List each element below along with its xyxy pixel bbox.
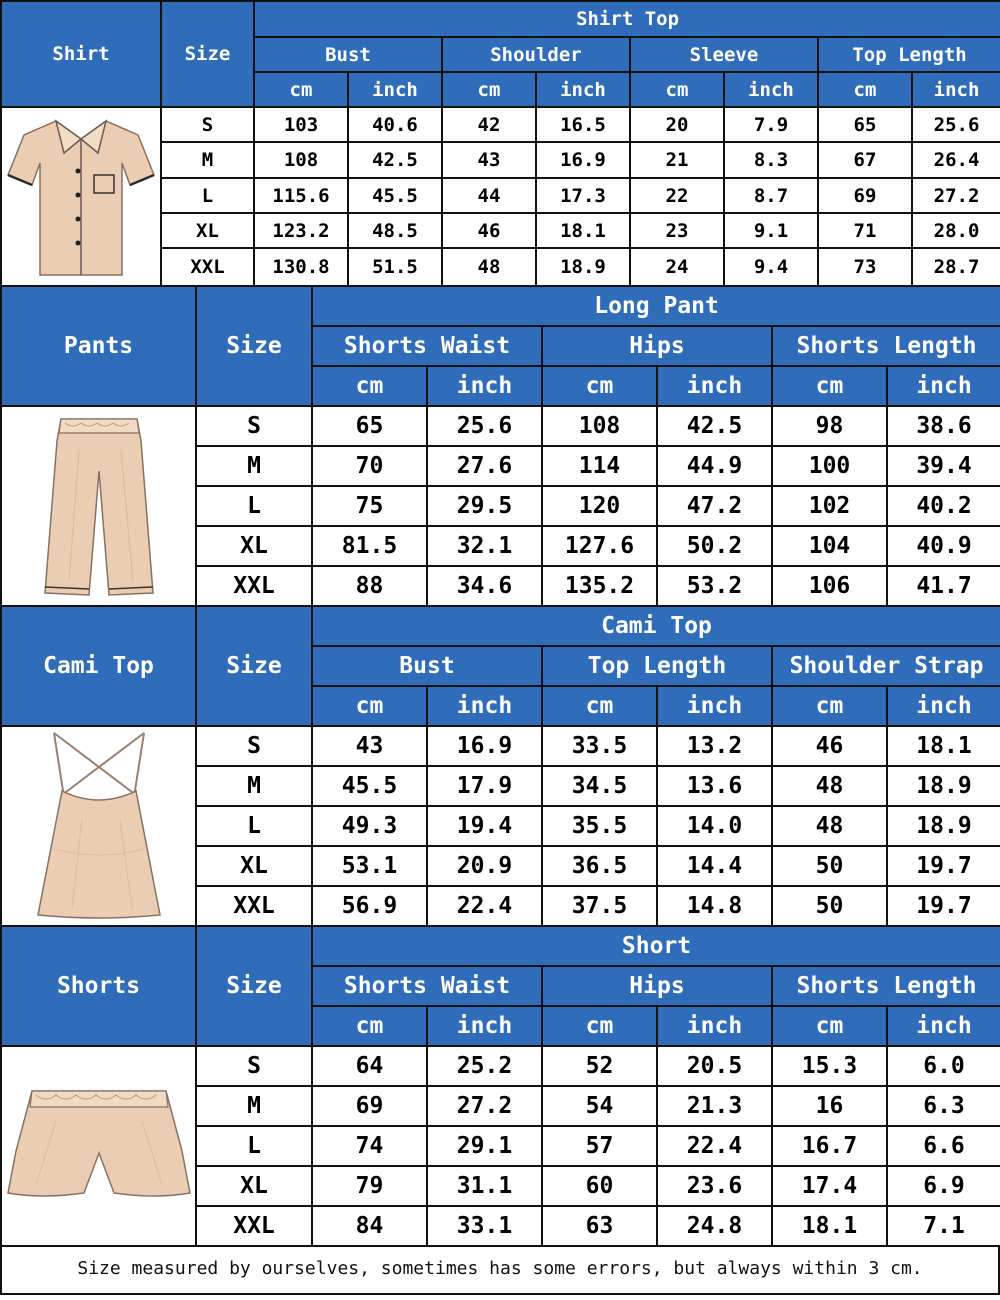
unit-header: inch (657, 366, 772, 406)
value-cell: 46 (772, 726, 887, 766)
value-cell: 64 (312, 1046, 427, 1086)
size-cell: XL (196, 1166, 312, 1206)
value-cell: 17.4 (772, 1166, 887, 1206)
value-cell: 17.3 (536, 178, 630, 213)
value-cell: 29.1 (427, 1126, 542, 1166)
size-cell: XL (196, 526, 312, 566)
value-cell: 98 (772, 406, 887, 446)
value-cell: 13.6 (657, 766, 772, 806)
size-cell: XL (161, 213, 254, 248)
unit-header: cm (312, 1006, 427, 1046)
size-cell: M (196, 446, 312, 486)
value-cell: 21.3 (657, 1086, 772, 1126)
unit-header: cm (312, 686, 427, 726)
value-cell: 26.4 (912, 142, 1000, 178)
value-cell: 29.5 (427, 486, 542, 526)
shirt-illustration-icon (6, 113, 156, 281)
value-cell: 81.5 (312, 526, 427, 566)
shorts-measure-header: Hips (542, 966, 772, 1006)
cami-size-table (0, 605, 1000, 927)
value-cell: 18.1 (772, 1206, 887, 1246)
value-cell: 37.5 (542, 886, 657, 926)
unit-header: inch (427, 1006, 542, 1046)
value-cell: 56.9 (312, 886, 427, 926)
unit-header: cm (772, 366, 887, 406)
pants-label: Pants (1, 286, 196, 406)
value-cell: 32.1 (427, 526, 542, 566)
unit-header: inch (536, 72, 630, 107)
unit-header: inch (887, 1006, 1000, 1046)
value-cell: 35.5 (542, 806, 657, 846)
value-cell: 16.5 (536, 107, 630, 142)
value-cell: 69 (312, 1086, 427, 1126)
value-cell: 34.6 (427, 566, 542, 606)
cami-size-header: Size (196, 606, 312, 726)
unit-header: inch (657, 1006, 772, 1046)
value-cell: 9.4 (724, 248, 818, 286)
value-cell: 20.5 (657, 1046, 772, 1086)
value-cell: 127.6 (542, 526, 657, 566)
size-cell: M (196, 766, 312, 806)
value-cell: 20 (630, 107, 724, 142)
pants-size-header: Size (196, 286, 312, 406)
value-cell: 40.2 (887, 486, 1000, 526)
value-cell: 19.4 (427, 806, 542, 846)
size-cell: S (196, 1046, 312, 1086)
value-cell: 19.7 (887, 886, 1000, 926)
value-cell: 88 (312, 566, 427, 606)
value-cell: 50 (772, 886, 887, 926)
value-cell: 50 (772, 846, 887, 886)
unit-header: cm (542, 1006, 657, 1046)
value-cell: 54 (542, 1086, 657, 1126)
value-cell: 115.6 (254, 178, 348, 213)
value-cell: 75 (312, 486, 427, 526)
pants-group-title: Long Pant (312, 286, 1000, 326)
unit-header: inch (724, 72, 818, 107)
value-cell: 71 (818, 213, 912, 248)
value-cell: 34.5 (542, 766, 657, 806)
unit-header: cm (772, 686, 887, 726)
value-cell: 28.0 (912, 213, 1000, 248)
value-cell: 18.9 (887, 766, 1000, 806)
value-cell: 106 (772, 566, 887, 606)
value-cell: 25.6 (912, 107, 1000, 142)
value-cell: 67 (818, 142, 912, 178)
value-cell: 69 (818, 178, 912, 213)
value-cell: 43 (312, 726, 427, 766)
value-cell: 20.9 (427, 846, 542, 886)
shirt-measure-header: Bust (254, 37, 442, 72)
shirt-size-header: Size (161, 1, 254, 107)
value-cell: 45.5 (348, 178, 442, 213)
value-cell: 41.7 (887, 566, 1000, 606)
value-cell: 65 (818, 107, 912, 142)
value-cell: 44.9 (657, 446, 772, 486)
unit-header: inch (427, 366, 542, 406)
value-cell: 114 (542, 446, 657, 486)
shirt-label: Shirt (1, 1, 161, 107)
value-cell: 43 (442, 142, 536, 178)
value-cell: 22 (630, 178, 724, 213)
value-cell: 100 (772, 446, 887, 486)
value-cell: 15.3 (772, 1046, 887, 1086)
value-cell: 103 (254, 107, 348, 142)
value-cell: 50.2 (657, 526, 772, 566)
value-cell: 48 (772, 806, 887, 846)
value-cell: 24.8 (657, 1206, 772, 1246)
shorts-label: Shorts (1, 926, 196, 1046)
value-cell: 79 (312, 1166, 427, 1206)
value-cell: 130.8 (254, 248, 348, 286)
size-cell: XXL (161, 248, 254, 286)
cami-illustration-icon (24, 729, 174, 923)
size-cell: L (161, 178, 254, 213)
cami-measure-header: Shoulder Strap (772, 646, 1000, 686)
value-cell: 44 (442, 178, 536, 213)
value-cell: 123.2 (254, 213, 348, 248)
size-cell: S (161, 107, 254, 142)
value-cell: 27.2 (912, 178, 1000, 213)
shirt-measure-header: Sleeve (630, 37, 818, 72)
value-cell: 7.9 (724, 107, 818, 142)
size-cell: S (196, 406, 312, 446)
value-cell: 6.0 (887, 1046, 1000, 1086)
value-cell: 40.9 (887, 526, 1000, 566)
cami-image (1, 726, 196, 926)
pants-measure-header: Shorts Waist (312, 326, 542, 366)
value-cell: 57 (542, 1126, 657, 1166)
shirt-size-table (0, 0, 1000, 287)
value-cell: 42.5 (348, 142, 442, 178)
value-cell: 6.3 (887, 1086, 1000, 1126)
value-cell: 24 (630, 248, 724, 286)
value-cell: 40.6 (348, 107, 442, 142)
value-cell: 33.5 (542, 726, 657, 766)
value-cell: 16.9 (536, 142, 630, 178)
value-cell: 14.8 (657, 886, 772, 926)
value-cell: 27.6 (427, 446, 542, 486)
pants-size-table (0, 285, 1000, 607)
unit-header: cm (772, 1006, 887, 1046)
value-cell: 42.5 (657, 406, 772, 446)
pants-measure-header: Shorts Length (772, 326, 1000, 366)
value-cell: 49.3 (312, 806, 427, 846)
cami-label: Cami Top (1, 606, 196, 726)
size-cell: XXL (196, 566, 312, 606)
unit-header: inch (887, 366, 1000, 406)
size-cell: S (196, 726, 312, 766)
value-cell: 8.7 (724, 178, 818, 213)
unit-header: inch (427, 686, 542, 726)
shirt-measure-header: Shoulder (442, 37, 630, 72)
value-cell: 48.5 (348, 213, 442, 248)
value-cell: 42 (442, 107, 536, 142)
shorts-illustration-icon (6, 1081, 192, 1211)
value-cell: 48 (442, 248, 536, 286)
value-cell: 6.6 (887, 1126, 1000, 1166)
value-cell: 135.2 (542, 566, 657, 606)
value-cell: 47.2 (657, 486, 772, 526)
value-cell: 23 (630, 213, 724, 248)
value-cell: 9.1 (724, 213, 818, 248)
value-cell: 16.9 (427, 726, 542, 766)
size-cell: M (161, 142, 254, 178)
value-cell: 63 (542, 1206, 657, 1246)
pants-illustration-icon (29, 411, 169, 601)
value-cell: 18.9 (536, 248, 630, 286)
value-cell: 73 (818, 248, 912, 286)
value-cell: 17.9 (427, 766, 542, 806)
shorts-image (1, 1046, 196, 1246)
value-cell: 74 (312, 1126, 427, 1166)
value-cell: 28.7 (912, 248, 1000, 286)
value-cell: 48 (772, 766, 887, 806)
value-cell: 108 (542, 406, 657, 446)
value-cell: 25.2 (427, 1046, 542, 1086)
value-cell: 14.0 (657, 806, 772, 846)
value-cell: 70 (312, 446, 427, 486)
value-cell: 18.1 (536, 213, 630, 248)
cami-measure-header: Bust (312, 646, 542, 686)
value-cell: 25.6 (427, 406, 542, 446)
size-cell: L (196, 1126, 312, 1166)
value-cell: 6.9 (887, 1166, 1000, 1206)
value-cell: 21 (630, 142, 724, 178)
unit-header: inch (912, 72, 1000, 107)
value-cell: 14.4 (657, 846, 772, 886)
unit-header: inch (887, 686, 1000, 726)
unit-header: cm (442, 72, 536, 107)
value-cell: 65 (312, 406, 427, 446)
value-cell: 53.1 (312, 846, 427, 886)
pants-image (1, 406, 196, 606)
value-cell: 108 (254, 142, 348, 178)
cami-measure-header: Top Length (542, 646, 772, 686)
value-cell: 52 (542, 1046, 657, 1086)
value-cell: 23.6 (657, 1166, 772, 1206)
unit-header: cm (542, 686, 657, 726)
value-cell: 16.7 (772, 1126, 887, 1166)
unit-header: cm (818, 72, 912, 107)
value-cell: 104 (772, 526, 887, 566)
value-cell: 31.1 (427, 1166, 542, 1206)
value-cell: 7.1 (887, 1206, 1000, 1246)
value-cell: 36.5 (542, 846, 657, 886)
value-cell: 53.2 (657, 566, 772, 606)
value-cell: 18.9 (887, 806, 1000, 846)
size-cell: M (196, 1086, 312, 1126)
pants-measure-header: Hips (542, 326, 772, 366)
unit-header: cm (312, 366, 427, 406)
value-cell: 45.5 (312, 766, 427, 806)
value-cell: 51.5 (348, 248, 442, 286)
value-cell: 33.1 (427, 1206, 542, 1246)
value-cell: 46 (442, 213, 536, 248)
value-cell: 27.2 (427, 1086, 542, 1126)
value-cell: 22.4 (657, 1126, 772, 1166)
unit-header: cm (254, 72, 348, 107)
size-cell: XXL (196, 886, 312, 926)
value-cell: 102 (772, 486, 887, 526)
value-cell: 39.4 (887, 446, 1000, 486)
measurement-note: Size measured by ourselves, sometimes has some errors, but always within 3 cm. (0, 1245, 1000, 1295)
unit-header: inch (657, 686, 772, 726)
shirt-image (1, 107, 161, 286)
value-cell: 16 (772, 1086, 887, 1126)
shorts-size-header: Size (196, 926, 312, 1046)
unit-header: cm (630, 72, 724, 107)
size-cell: L (196, 806, 312, 846)
unit-header: inch (348, 72, 442, 107)
shorts-group-title: Short (312, 926, 1000, 966)
value-cell: 120 (542, 486, 657, 526)
value-cell: 18.1 (887, 726, 1000, 766)
shorts-measure-header: Shorts Length (772, 966, 1000, 1006)
value-cell: 60 (542, 1166, 657, 1206)
value-cell: 8.3 (724, 142, 818, 178)
unit-header: cm (542, 366, 657, 406)
size-cell: XXL (196, 1206, 312, 1246)
shirt-measure-header: Top Length (818, 37, 1000, 72)
value-cell: 19.7 (887, 846, 1000, 886)
shorts-size-table (0, 925, 1000, 1247)
shirt-group-title: Shirt Top (254, 1, 1000, 37)
size-cell: L (196, 486, 312, 526)
value-cell: 84 (312, 1206, 427, 1246)
cami-group-title: Cami Top (312, 606, 1000, 646)
value-cell: 22.4 (427, 886, 542, 926)
value-cell: 38.6 (887, 406, 1000, 446)
shorts-measure-header: Shorts Waist (312, 966, 542, 1006)
size-cell: XL (196, 846, 312, 886)
value-cell: 13.2 (657, 726, 772, 766)
